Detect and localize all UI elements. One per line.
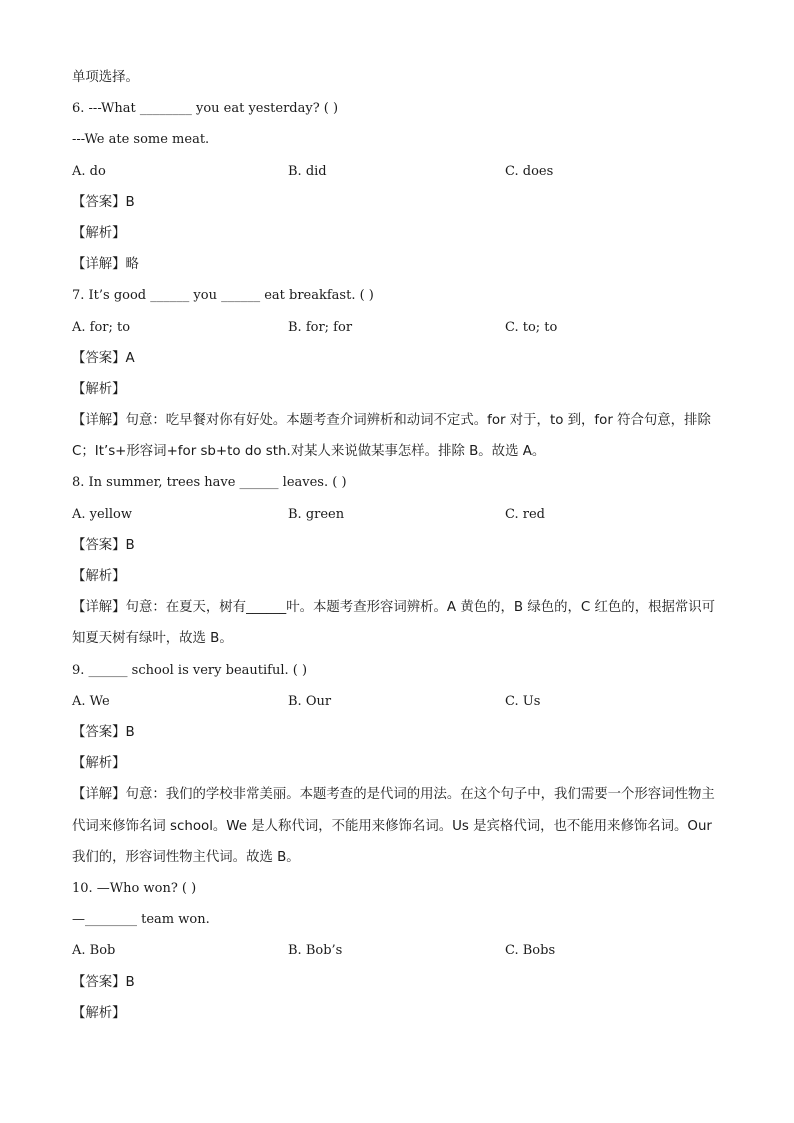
question-stem: 7. It’s good ______ you ______ eat breakfast. ( ) (72, 288, 374, 304)
analysis-heading: 【解析】 (72, 225, 126, 241)
option-c: C. red (505, 506, 545, 522)
option-c: C. to; to (505, 319, 558, 335)
option-a: A. do (72, 163, 106, 179)
answer: 【答案】B (72, 537, 135, 553)
option-a: A. for; to (72, 319, 131, 335)
analysis-heading: 【解析】 (72, 381, 126, 397)
question-stem: 8. In summer, trees have ______ leaves. ( ) (72, 475, 347, 491)
options-row (72, 935, 722, 966)
analysis-heading: 【解析】 (72, 1005, 126, 1021)
question-10 (72, 873, 722, 1029)
question-stem: 9. ______ school is very beautiful. ( ) (72, 662, 308, 678)
detail-explanation: 【详解】句意：吃早餐对你有好处。本题考查介词辨析和动词不定式。for 对于，to 到，for 符合句意，排除 C；It’s+形容词+for sb+to do sth.对某人来说做某事怎样。排除 B。故选 A。 (72, 413, 711, 460)
options-row (72, 686, 722, 717)
question-6 (72, 93, 722, 280)
option-b: B. Our (288, 693, 332, 709)
detail-explanation: 【详解】略 (72, 257, 139, 273)
options-row (72, 499, 722, 530)
options-row (72, 156, 722, 187)
option-b: B. Bob’s (288, 943, 343, 959)
option-c: C. Us (505, 693, 541, 709)
analysis-heading: 【解析】 (72, 569, 126, 585)
question-9 (72, 655, 722, 873)
section-header: 单项选择。 (72, 70, 139, 85)
answer: 【答案】B (72, 974, 135, 990)
analysis-heading: 【解析】 (72, 756, 126, 772)
question-stem-reply: —________ team won. (72, 912, 210, 928)
answer: 【答案】A (72, 350, 135, 366)
detail-explanation: 【详解】句意：我们的学校非常美丽。本题考查的是代词的用法。在这个句子中，我们需要一个形容词性物主代词来修饰名词 school。We 是人称代词，不能用来修饰名词。Us 是宾格代词，也不能用来修饰名词。Our 我们的，形容词性物主代词。故选 B。 (72, 787, 715, 865)
document-page (72, 62, 722, 1029)
option-a: A. yellow (72, 506, 132, 522)
question-stem: 6. ---What ________ you eat yesterday? ( ) (72, 101, 339, 117)
question-stem-reply: ---We ate some meat. (72, 132, 210, 148)
option-b: B. for; for (288, 319, 353, 335)
detail-explanation: 【详解】句意：在夏天，树有______叶。本题考查形容词辨析。A 黄色的，B 绿色的，C 红色的，根据常识可知夏天树有绿叶，故选 B。 (72, 600, 716, 647)
option-b: B. green (288, 506, 345, 522)
option-a: A. We (72, 693, 110, 709)
question-7 (72, 280, 722, 467)
answer: 【答案】B (72, 725, 135, 740)
question-stem: 10. —Who won? ( ) (72, 880, 197, 896)
question-8 (72, 467, 722, 654)
answer: 【答案】B (72, 194, 135, 210)
option-c: C. does (505, 163, 554, 179)
option-a: A. Bob (72, 943, 116, 959)
options-row (72, 312, 722, 343)
option-b: B. did (288, 163, 327, 179)
option-c: C. Bobs (505, 943, 556, 959)
